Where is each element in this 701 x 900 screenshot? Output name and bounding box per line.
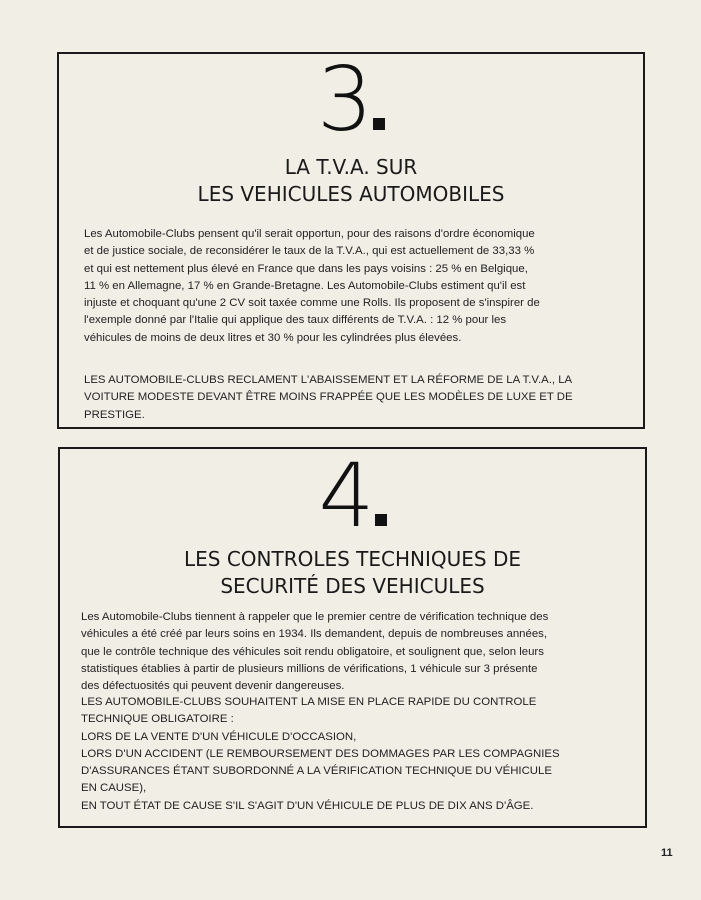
text-line: EN CAUSE),	[81, 782, 147, 795]
page-number: 11	[661, 847, 673, 859]
text-line: LORS D'UN ACCIDENT (LE REMBOURSEMENT DES DOMMAGES PAR LES COMPAGNIES	[81, 747, 560, 760]
text-line: véhicules de moins de deux litres et 30 % pour les cylindrées plus élevées.	[84, 331, 462, 344]
section-4-paragraph	[81, 609, 636, 695]
section-3-box	[57, 48, 645, 429]
text-line: injuste et choquant qu'une 2 CV soit taxée comme une Rolls. Ils proposent de s'inspirer de	[84, 297, 540, 310]
section-3-claim	[84, 372, 624, 424]
text-line: et de justice sociale, de reconsidérer le taux de la T.V.A., qui est actuellement de 33,33 %	[84, 245, 535, 258]
text-line: Les Automobile-Clubs pensent qu'il serait opportun, pour des raisons d'ordre économique	[84, 228, 535, 240]
section-3-paragraph	[84, 226, 624, 347]
number-dot	[375, 514, 387, 526]
text-line: LES AUTOMOBILE-CLUBS SOUHAITENT LA MISE EN PLACE RAPIDE DU CONTROLE	[81, 696, 537, 708]
section-3-number: 3	[59, 50, 643, 150]
section-3-title-line: LES VEHICULES AUTOMOBILES	[197, 182, 505, 206]
text-line: l'exemple donné par l'Italie qui applique des taux différents de T.V.A. : 12 % pour les	[84, 314, 507, 327]
text-line: et qui est nettement plus élevé en France que dans les pays voisins : 25 % en Belgique,	[84, 262, 528, 275]
text-line: VOITURE MODESTE DEVANT ÊTRE MOINS FRAPPÉE QUE LES MODÈLES DE LUXE ET DE	[84, 391, 573, 404]
text-line: TECHNIQUE OBLIGATOIRE :	[81, 713, 234, 726]
text-line: LORS DE LA VENTE D'UN VÉHICULE D'OCCASION,	[81, 730, 357, 743]
text-line: statistiques établies à partir de plusieurs millions de vérifications, 1 véhicule sur 3 présente	[81, 662, 538, 675]
text-line: EN TOUT ÉTAT DE CAUSE S'IL S'AGIT D'UN VÉHICULE DE PLUS DE DIX ANS D'ÂGE.	[81, 799, 534, 812]
section-4-box	[58, 444, 647, 828]
section-4-claim	[81, 694, 636, 815]
text-line: que le contrôle technique des véhicules soit rendu obligatoire, et soulignent que, selon leurs	[81, 645, 544, 658]
text-line: véhicules a été créé par leurs soins en 1934. Ils demandent, depuis de nombreuses années,	[81, 628, 548, 641]
text-line: D'ASSURANCES ÉTANT SUBORDONNÉ A LA VÉRIFICATION TECHNIQUE DU VÉHICULE	[81, 765, 552, 778]
section-4-title-line: SECURITÉ DES VEHICULES	[220, 574, 485, 598]
section-3-title-line: LA T.V.A. SUR	[284, 155, 418, 179]
text-line: LES AUTOMOBILE-CLUBS RECLAMENT L'ABAISSEMENT ET LA RÉFORME DE LA T.V.A., LA	[84, 374, 573, 386]
section-4-title	[60, 546, 645, 600]
number-dot	[373, 118, 385, 130]
text-line: Les Automobile-Clubs tiennent à rappeler que le premier centre de vérification technique des	[81, 611, 549, 623]
text-line: 11 % en Allemagne, 17 % en Grande-Bretagne. Les Automobile-Clubs estiment qu'il est	[84, 279, 526, 292]
text-line: des défectuosités qui peuvent devenir dangereuses.	[81, 680, 345, 693]
text-line: PRESTIGE.	[84, 408, 145, 421]
section-3-title	[59, 154, 643, 208]
section-4-number: 4	[60, 446, 645, 546]
section-4-title-line: LES CONTROLES TECHNIQUES DE	[183, 547, 521, 571]
